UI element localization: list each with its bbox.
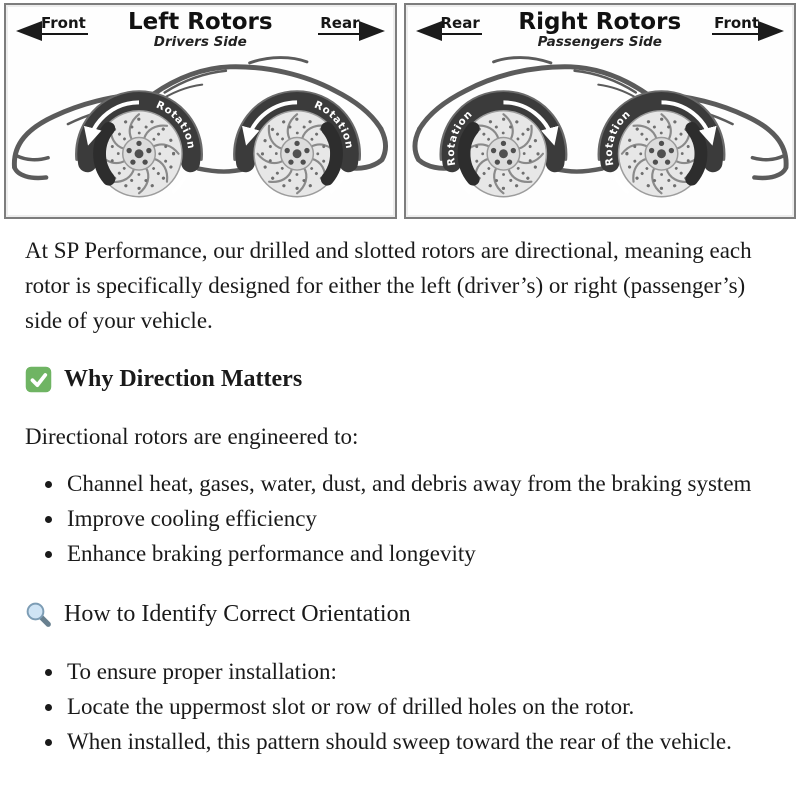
rotation-label: Rotation	[602, 107, 633, 167]
section1-bullet-list	[25, 466, 752, 571]
intro-paragraph: At SP Performance, our drilled and slotted rotors are directional, meaning each rotor is specifically designed for either the left (driver’s) or right (passenger’s) side of your vehicle.	[25, 238, 752, 333]
magnifying-glass-emoji-icon	[25, 601, 52, 628]
right-rotors-panel	[404, 3, 797, 219]
left-panel-header	[6, 5, 395, 53]
panel-subtitle: Passengers Side	[537, 34, 662, 50]
right-panel-header	[406, 5, 795, 53]
list-item: • Improve cooling efficiency	[65, 501, 752, 536]
left-rotors-panel	[4, 3, 397, 219]
section-heading-why-direction-matters	[25, 362, 752, 397]
panel-subtitle: Drivers Side	[153, 34, 247, 50]
section1-lead: Directional rotors are engineered to:	[25, 424, 359, 449]
panel-title: Left Rotors	[127, 9, 273, 35]
front-label: Front	[712, 14, 761, 35]
list-item: • Enhance braking performance and longevity	[65, 536, 752, 571]
arrow-right-icon	[758, 21, 784, 41]
rotor-direction-figure	[4, 3, 796, 219]
left-car-illustration	[6, 53, 395, 215]
arrow-right-icon	[359, 21, 385, 41]
section2-bullet-list	[25, 654, 752, 759]
rear-label: Rear	[318, 14, 361, 35]
check-mark-emoji-icon	[25, 366, 52, 393]
section-heading-how-to-identify	[25, 597, 752, 632]
list-item: • To ensure proper installation:	[65, 654, 752, 689]
arrow-left-icon	[416, 21, 442, 41]
arrow-left-icon	[16, 21, 42, 41]
front-direction-label	[16, 14, 88, 35]
rear-direction-label	[416, 14, 482, 35]
section1-heading-text: Why Direction Matters	[64, 366, 303, 392]
rear-label: Rear	[439, 14, 482, 35]
article-body	[0, 219, 800, 759]
list-item: • Locate the uppermost slot or row of drilled holes on the rotor.	[65, 689, 752, 724]
rotation-label: Rotation	[154, 98, 198, 151]
front-label: Front	[39, 14, 88, 35]
panel-title: Right Rotors	[518, 9, 682, 35]
right-car-illustration	[406, 53, 795, 215]
list-item: • Channel heat, gases, water, dust, and debris away from the braking system	[65, 466, 752, 501]
rotation-label: Rotation	[444, 107, 475, 167]
rotation-label: Rotation	[312, 98, 356, 151]
front-direction-label	[712, 14, 784, 35]
rear-direction-label	[318, 14, 384, 35]
section2-heading-text: How to Identify Correct Orientation	[64, 601, 411, 627]
list-item: • When installed, this pattern should sweep toward the rear of the vehicle.	[65, 724, 752, 759]
